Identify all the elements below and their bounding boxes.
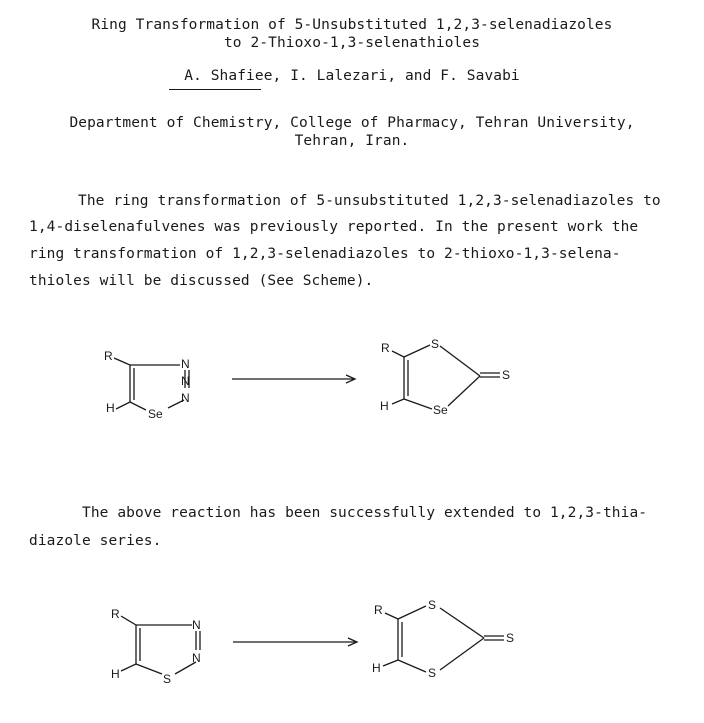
s-c2-bond	[440, 346, 480, 376]
h-bond	[392, 399, 404, 404]
s-c2-bond-lower	[440, 638, 484, 670]
h-bond	[383, 660, 398, 666]
s-bottom-label: S	[428, 666, 437, 680]
c5-s-bond	[136, 664, 162, 674]
c4-s-bond	[404, 345, 430, 357]
h-label: H	[106, 401, 115, 415]
r-bond	[121, 616, 136, 625]
r-bond	[392, 351, 404, 357]
c5-se-bond	[404, 399, 432, 409]
n-top-label: N	[181, 357, 190, 371]
h-label: H	[380, 399, 389, 413]
s-ring-label: S	[431, 337, 440, 351]
h-bond	[121, 664, 136, 671]
r-label: R	[374, 603, 383, 617]
h-bond	[116, 402, 130, 409]
r-bond	[114, 358, 130, 365]
author-underline	[169, 89, 261, 90]
paragraph-2-line-1: The above reaction has been successfully extended to 1,2,3-thia-	[82, 505, 648, 521]
paragraph-2-line-2: diazole series.	[29, 533, 162, 549]
affiliation-line-2: Tehran, Iran.	[294, 133, 410, 149]
reaction-scheme-2	[0, 590, 704, 690]
n-bot-label: N	[192, 651, 201, 665]
c4-s-bond	[398, 606, 426, 619]
s-label: S	[163, 672, 172, 686]
h-label: H	[111, 667, 120, 681]
product-dithiole	[372, 598, 514, 680]
r-label: R	[381, 341, 390, 355]
r-label: R	[104, 349, 113, 363]
n-bot-label: N	[181, 391, 190, 405]
thione-s-label: S	[502, 368, 511, 382]
paragraph-1-line-3: ring transformation of 1,2,3-selenadiazoles to 2-thioxo-1,3-selena-	[29, 246, 621, 262]
authors: A. Shafiee, I. Lalezari, and F. Savabi	[184, 68, 520, 84]
title-line-1: Ring Transformation of 5-Unsubstituted 1,2,3-selenadiazoles	[91, 17, 613, 33]
product-selenathiole	[380, 337, 510, 417]
reaction-arrow-1	[232, 375, 355, 383]
se-label: Se	[148, 407, 163, 421]
n-mid-label: N	[181, 374, 190, 388]
c5-se-bond	[130, 402, 146, 410]
reactant-selenadiazole	[104, 349, 190, 421]
c5-s-bond	[398, 660, 426, 672]
se-c2-bond	[448, 376, 480, 406]
thione-s-label: S	[506, 631, 515, 645]
paragraph-1-line-2: 1,4-diselenafulvenes was previously reported. In the present work the	[29, 219, 639, 235]
h-label: H	[372, 661, 381, 675]
r-bond	[385, 613, 398, 619]
n-top-label: N	[192, 618, 201, 632]
reaction-scheme-1	[0, 330, 704, 430]
title-line-2: to 2-Thioxo-1,3-selenathioles	[223, 35, 481, 51]
paragraph-1-line-1: The ring transformation of 5-unsubstituted 1,2,3-selenadiazoles to	[78, 193, 661, 209]
reactant-thiadiazole	[111, 607, 201, 686]
reaction-arrow-2	[233, 638, 357, 646]
paragraph-1-line-4: thioles will be discussed (See Scheme).	[29, 273, 374, 289]
s-c2-bond	[440, 608, 484, 638]
s-top-label: S	[428, 598, 437, 612]
affiliation-line-1: Department of Chemistry, College of Pharmacy, Tehran University,	[69, 115, 635, 131]
r-label: R	[111, 607, 120, 621]
se-label: Se	[433, 403, 448, 417]
